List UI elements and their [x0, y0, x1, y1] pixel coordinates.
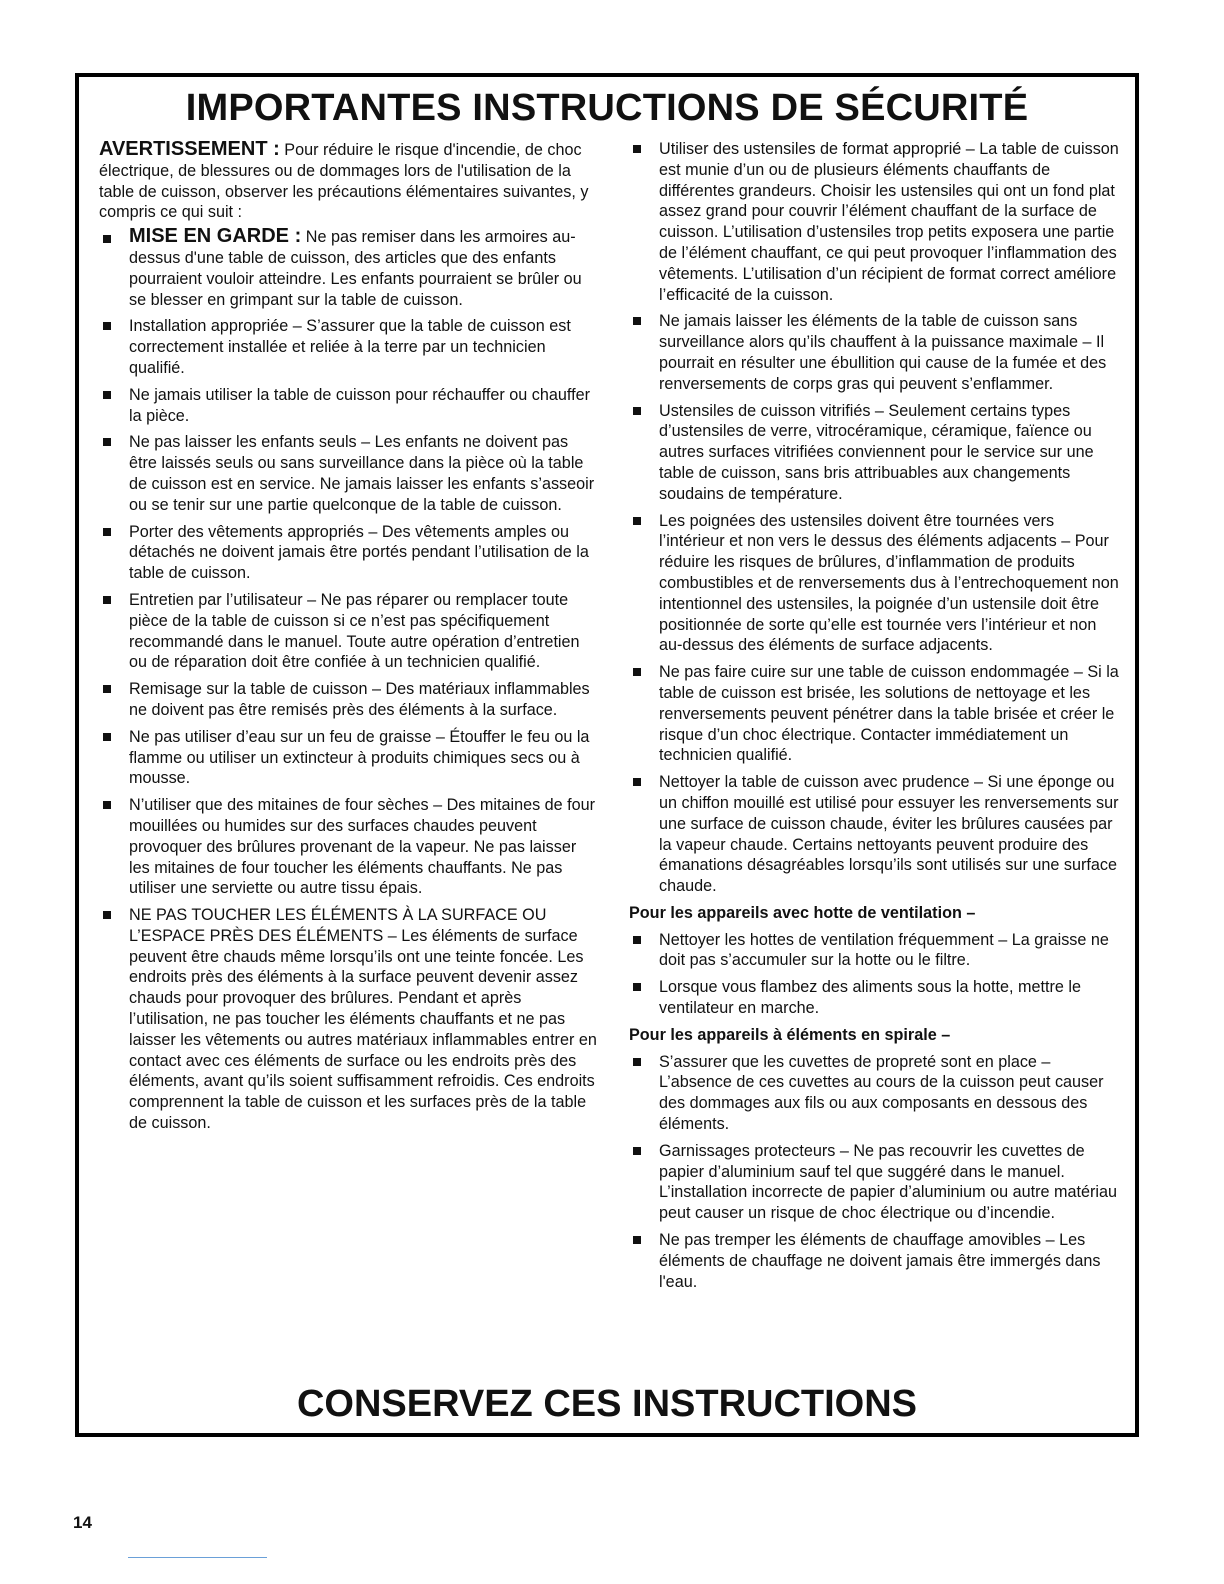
list-item — [99, 226, 597, 310]
left-list — [99, 226, 597, 1134]
item-text: Ne jamais laisser les éléments de la table de cuisson sans surveillance alors qu’ils chauffent à la puissance maximale – Il pourrait en résulter une ébullition qui cause de la fumée et des renversements de corps gras qui peuvent s’enflammer. — [659, 312, 1107, 393]
item-text: Ne pas utiliser d’eau sur un feu de graisse – Étouffer le feu ou la flamme ou utiliser un extincteur à produits chimiques secs ou à mousse. — [129, 727, 590, 788]
item-text: Utiliser des ustensiles de format approprié – La table de cuisson est munie d’un ou de plusieurs éléments chauffants de différentes grandeurs. Choisir les ustensiles qui ont un fond plat assez grand pour couvrir l’élément chauffant de la surface de cuisson. L’utilisation d’ustensiles trop petits exposera une partie de l’élément chauffant, ce qui peut provoquer l’inflammation des vêtements. L’utilisation d’un récipient de format correct améliore l’efficacité de la cuisson. — [659, 140, 1119, 304]
bullet-icon — [103, 911, 111, 919]
bullet-icon — [633, 1058, 641, 1066]
list-item — [629, 1230, 1121, 1292]
bullet-icon — [103, 733, 111, 741]
item-text: S’assurer que les cuvettes de propreté sont en place – L’absence de ces cuvettes au cours de la cuisson peut causer des dommages aux fils ou aux composants en dessous des éléments. — [659, 1052, 1104, 1134]
list-item — [99, 385, 597, 427]
item-text: Installation appropriée – S’assurer que la table de cuisson est correctement installée et reliée à la terre par un technicien qualifié. — [129, 317, 571, 377]
bullet-icon — [633, 1147, 641, 1155]
bullet-icon — [633, 983, 641, 991]
bullet-icon — [103, 235, 111, 243]
divider — [128, 1557, 267, 1558]
list-item — [99, 522, 597, 584]
list-item — [99, 905, 597, 1134]
bullet-icon — [633, 1236, 641, 1244]
bullet-icon — [103, 528, 111, 536]
bullet-icon — [633, 936, 641, 944]
hood-list — [629, 930, 1121, 1019]
item-text: Lorsque vous flambez des aliments sous la hotte, mettre le ventilateur en marche. — [659, 978, 1081, 1018]
item-text: Ne pas tremper les éléments de chauffage amovibles – Les éléments de chauffage ne doivent jamais être immergés dans l'eau. — [659, 1231, 1101, 1291]
list-item — [99, 679, 597, 721]
warning-text: Pour réduire le risque d'incendie, de choc électrique, de blessures ou de dommages lors de l'utilisation de la table de cuisson, observer les précautions élémentaires suivantes, y compris ce qui suit : — [99, 141, 589, 222]
bullet-icon — [633, 145, 641, 153]
bullet-icon — [103, 438, 111, 446]
safety-box — [75, 73, 1139, 1437]
item-text: Entretien par l’utilisateur – Ne pas réparer ou remplacer toute pièce de la table de cuisson si ce n’est pas spécifiquement recommandé dans le manuel. Toute autre opération d’entretien ou de réparation doit être confiée à un technicien qualifié. — [129, 590, 580, 672]
bullet-icon — [103, 596, 111, 604]
item-text: Ne pas laisser les enfants seuls – Les enfants ne doivent pas être laissés seuls ou sans surveillance dans la pièce où la table de cuisson est en service. Ne jamais laisser les enfants s’asseoir ou se tenir sur une partie quelconque de la table de cuisson. — [129, 433, 595, 514]
item-text: N’utiliser que des mitaines de four sèches – Des mitaines de four mouillées ou humides sur des surfaces chaudes peuvent provoquer des brûlures provenant de la vapeur. Ne pas laisser les mitaines de four toucher les éléments chauffants. Ne pas utiliser une serviette ou autre tissu épais. — [129, 796, 596, 898]
warning-intro — [99, 139, 597, 223]
bullet-icon — [633, 317, 641, 325]
bullet-icon — [103, 801, 111, 809]
bullet-icon — [633, 668, 641, 676]
item-text: Remisage sur la table de cuisson – Des matériaux inflammables ne doivent pas être remisés près des éléments à la surface. — [129, 680, 590, 719]
page-title: IMPORTANTES INSTRUCTIONS DE SÉCURITÉ — [185, 87, 1029, 129]
list-item — [629, 511, 1121, 657]
right-list — [629, 139, 1121, 897]
save-instructions-title: CONSERVEZ CES INSTRUCTIONS — [296, 1383, 918, 1425]
coil-list — [629, 1052, 1121, 1293]
item-text: Les poignées des ustensiles doivent être tournées vers l’intérieur et non vers le dessus des éléments adjacents – Pour réduire les risques de brûlures, d’inflammation de produits combustibles et de renversements dus à l’entrechoquement non intentionnel des ustensiles, la poignée d’un ustensile doit être positionnée de sorte qu’elle est tournée vers l’intérieur et non au-dessus des éléments de surface adjacents. — [659, 511, 1119, 655]
item-text: Ne jamais utiliser la table de cuisson pour réchauffer ou chauffer la pièce. — [129, 385, 591, 425]
page-number: 14 — [73, 1513, 92, 1532]
item-text: Porter des vêtements appropriés – Des vêtements amples ou détachés ne doivent jamais être portés pendant l’utilisation de la table de cuisson. — [129, 522, 589, 583]
list-item — [99, 316, 597, 378]
item-text: Nettoyer la table de cuisson avec prudence – Si une éponge ou un chiffon mouillé est utilisé pour essuyer les renversements sur une surface de cuisson chaude, éviter les brûlures causées par la vapeur chaude. Certains nettoyants peuvent produire des émanations désagréables lorsqu’ils sont utilisés sur une surface chaude. — [659, 773, 1119, 896]
right-column — [629, 139, 1121, 1298]
item-text: Ne pas remiser dans les armoires au-dessus d'une table de cuisson, des articles que des enfants pourraient vouloir atteindre. Les enfants pourraient se brûler ou se blesser en grimpant sur la table de cuisson. — [129, 228, 582, 309]
list-item — [99, 432, 597, 515]
bullet-icon — [103, 322, 111, 330]
list-item — [99, 795, 597, 899]
item-text: NE PAS TOUCHER LES ÉLÉMENTS À LA SURFACE OU L’ESPACE PRÈS DES ÉLÉMENTS – Les éléments de surface peuvent être chauds même lorsqu’ils ont une teinte foncée. Les endroits près des éléments à la surface peuvent devenir assez chauds pour provoquer des brûlures. Pendant et après l’utilisation, ne pas toucher les éléments chauffants et ne pas laisser les vêtements ou autres matériaux inflammables entrer en contact avec ces éléments de surface ou les endroits près des éléments, avant qu’ils soient suffisamment refroidis. Ces endroits comprennent la table de cuisson et les surfaces près de la table de cuisson. — [129, 906, 597, 1133]
bullet-icon — [633, 407, 641, 415]
item-text: Garnissages protecteurs – Ne pas recouvrir les cuvettes de papier d’aluminium sauf tel que suggéré dans le manuel. L’installation incorrecte de papier d’aluminium ou autre matériau peut causer un risque de choc électrique ou d’incendie. — [659, 1141, 1117, 1223]
list-item — [629, 401, 1121, 505]
list-item — [99, 590, 597, 673]
coil-section-heading: Pour les appareils à éléments en spirale – — [629, 1025, 951, 1044]
warning-label: AVERTISSEMENT : — [99, 138, 280, 160]
item-text: Nettoyer les hottes de ventilation fréquemment – La graisse ne doit pas s’accumuler sur la hotte ou le filtre. — [659, 930, 1109, 970]
list-item — [629, 977, 1121, 1019]
list-item — [629, 1052, 1121, 1135]
bullet-icon — [103, 685, 111, 693]
bullet-icon — [633, 517, 641, 525]
list-item — [629, 662, 1121, 766]
hood-section-heading: Pour les appareils avec hotte de ventilation – — [629, 903, 976, 922]
list-item — [629, 930, 1121, 972]
list-item — [99, 727, 597, 789]
bullet-icon — [633, 778, 641, 786]
item-label: MISE EN GARDE : — [129, 225, 302, 248]
bullet-icon — [103, 391, 111, 399]
list-item — [629, 1141, 1121, 1224]
list-item — [629, 772, 1121, 897]
left-column — [99, 139, 597, 1140]
list-item — [629, 139, 1121, 305]
item-text: Ustensiles de cuisson vitrifiés – Seulement certains types d’ustensiles de verre, vitrocéramique, céramique, faïence ou autres surfaces vitrifiées conviennent pour le service sur une table de cuisson, sans bris attribuables aux changements soudains de température. — [659, 401, 1094, 503]
item-text: Ne pas faire cuire sur une table de cuisson endommagée – Si la table de cuisson est brisée, les solutions de nettoyage et les renversements peuvent pénétrer dans la table brisée et créer le risque d’un choc électrique. Contacter immédiatement un technicien qualifié. — [659, 663, 1119, 765]
list-item — [629, 311, 1121, 394]
